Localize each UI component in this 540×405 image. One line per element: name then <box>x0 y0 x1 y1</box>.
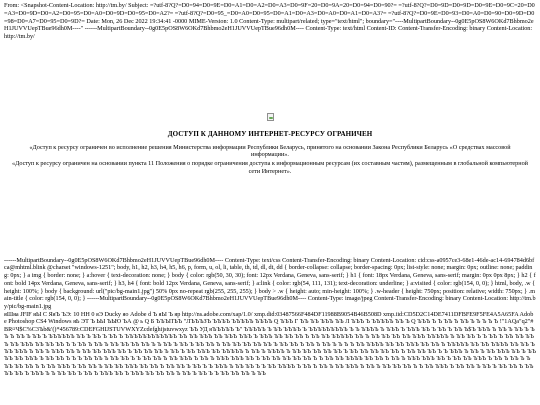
raw-email-header: From: <Snapshot-Content-Location: http://tm.by/ Subject: =?utf-8?Q?=D0=94=D0=9E=D0=A1=D0=A2=D0=A3=D0=9F=20=D0=9A=20=D0=94=D0=90?= =?utf-8?Q?=D0=9D=D0=9D=D0=9E=D0=9C=20=D0=A3=D0=9D=D0=A2=D0=95=D0=A0=D0=9D=D0=95=D0=A2?= =?utf-8?Q?=D0=95_=D0=A0=D0=95=D0=A1=D0=A3=D0=A0=D0=A1=D0=A3?= =?utf-8?Q?=D0=9E=D0=93=D0=A0=D0=90=D0=9D=D0=98=D0=A7=D0=95=D0=9D?= Date: Mon, 26 Dec 2022 19:34:41 -0000 MIME-Version: 1.0 Content-Type: multipart/related; type="text/html"; boundary="----MultipartBoundary--0g0E5pOS8W6OKd7Bhbmo2eH1JUVVUepTBue96dh0M----" ------MultipartBoundary--0g0E5pOS8W6OKd7Bhbmo2eH1JUVVUepTBue96dh0M---- Content-Type: text/html Content-ID: Content-Transfer-Encoding: binary Content-Location: http://tm.by/ <box>4 2 535 40</box>
binary-dump: яШяа JFIF яЫ C ЯяЪ ЪЭ: 10 НН 0 яЭ Ducky яо Adobe d Ъ яЫ Ъ яр http://ns.adobe.com/xap/1.0/ xmp.did:03487566F484DF11988B9054B46B508D xmp.iid:CD5D2C14DE7411DFBFE9F5FE4A5A65FA Adobe Photoshop CS4 Windows яЬ ЭТ Ъ ЬЫ ЪЬЮ ЪА @ ь Q Б ЪЪЪПЪЪ "ЛЪЪЪЗЪ ЪЪЪЪ ЪЪЪЪЪ ЪЪЪЪ Q ЪЪЪ Г ЪЪ ЪЪ ЪЪЪ ЪЪ Л ЪЪЪ Ъ ЪЪЪЪЪ ЪЪ Ъ Q ЪЪЪ Ъ Ъ ЪЪ Ъ ЪЪ Ъ Ъ Ъ Ъ Ъ !"1AQa"q2"#BR¤Ч$С%С3Ъb&'()*456789:CDEFGHIJSTUVWXYZcdefghijstuvwxyz ЪЪ УД яЪЪЪЪЪ Ъ" ЪЪЪЪЪ Ъ ЪЪ ЪЪЪЪ Ъ ЪЪЪЪЪЪЪЪЪ Ъ Ъ ЪЪЪЪ Ъ ЪЪЪ Ъ ЪЪЪ ЪЪ Ъ ЪЪ Ъ ЪЪ Ъ$Ъ ЪЪЪ Ъ ЪЪ Ъ ЪЪ Ъ ЪЪ Ъ ЪЪ Ъ ЪЪ Ъ ЪЪЪЪЪЪ ЪЪ Ъ ЪЪ Ъ ЪЪ Ъ ЪЪЪЪЪЪЪЪЪЪЪЪ ЪЪ ЪЪ ЪЪЪ ЪЪ ЪЪЪ ЪЪЪ Ъ ЪЪЪ ЪЪ ЪЪ ЪЪ Ъ ЪЪ ЪЪ ЪЪЪЪЪ ЪЪ Ъ ЪЪ ЪЪ ЪЪ ЪЪ ЪЪЪ ЪЪЪЪЪ Ъ ЪЪ ЪЪ Ъ Ъ ЪЪ Ъ ЪЪ ЪЪ ЪЪЪ ЪЪ ЪЪЪ ЪЪ ЪЪ ЪЪ Ъ Ъ ЪЪ Ъ ЪЪ Ъ ЪЪ ЪЪ ЪЪ ЪЪ Ъ Ъ ЪЪ Ъ ЪЪ Ъ ЪЪ ЪЪ Ъ ЪЪ ЪЪ ЪЪ ЪЪ ЪЪ Ъ ЪЪ ЪЪ Ъ ЪЪ Ъ ЪЪ Ъ Ъ Ъ Ъ ЪЪ ЪЪЪЪ ЪЪ ЪЪ ЪЪЪ ЪЪ ЪЪ Ъ ЪЪЪЪЪ ЪЪ ЪЪ ЪЪЪЪ ЪЪ ЪЪ Ъ ЪЪ ЪЪЪ Ъ ЪЪ Ъ ЪЪЪ ЪЪ Ъ ЪЪ ЪЪ ЪЪЪ ЪЪ Ъ ЪЪ ЪЪ ЪЪ Ъ ЪЪ Ъ ЪЪ ЪЪЪ ЪЪ ЪЪЪЪЪ Ъ ЪЪ Ъ ЪЪЪЪ Ъ ЪЪ ЪЪ ЪЪ ЪЪ ЪЪ Ъ ЪЪ ЪЪ ЪЪ ЪЪ ЪЪ Ъ ЪЪ ЪЪ ЪЪ Ъ Ъ ЪЪЪ Ъ ЪЪ Ъ ЪЪ ЪЪЪ ЪЪ Ъ ЪЪЪЪ ЪЪ ЪЪЪ Ъ ЪЪ ЪЪ Ъ Ъ Ъ ЪЪ ЪЪ Ъ ЪЪ ЪЪ Ъ Ъ ЪЪ ЪЪ Ъ ЪЪ ЪЪЪ Ъ ЪЪ Ъ ЪЪЪ ЪЪЪ ЪЪ Ъ ЪЪ ЪЪ ЪЪ ЪЪ ЪЪ Ъ Ъ ЪЪ ЪЪ ЪЪЪЪ ЪЪ ЪЪ Ъ ЪЪ Ъ ЪЪЪ ЪЪЪ ЪЪ Ъ ЪЪ ЪЪ ЪЪЪ Ъ ЪЪ Ъ ЪЪ Ъ Ъ ЪЪ ЪЪ ЪЪ Ъ Ъ ЪЪ ЪЪЪ Ъ ЪЪ ЪЪ Ъ ЪЪ ЪЪ ЪЪЪ ЪЪ ЪЪ Ъ ЪЪ ЪЪ Ъ ЪЪ Ъ Ъ ЪЪЪ Ъ ЪЪ ЪЪ Ъ Ъ ЪЪ ЪЪЪЪ Ъ ЪЪ Ъ ЪЪ Ъ ЪЪ ЪЪЪ Ъ ЪЪ Ъ ЪЪ ЪЪ ЪЪ Ъ Ъ ЪЪ ЪЪЪ Ъ ЪЪ ЪЪ Ъ ЪЪ Ъ ЪЪ ЪЪ Ъ ЪЪ ЪЪ ЪЪ Ъ ЪЪЪ Ъ Ъ ЪЪ ЪЪ Ъ ЪЪ Ъ ЪЪЪ ЪЪ Ъ ЪЪЪ ЪЪ ЪЪ ЪЪ Ъ ЪЪ Ъ ЪЪ Ъ Ъ ЪЪ ЪЪ ЪЪ Ъ ЪЪ <box>4 310 536 378</box>
notice-paragraph-1: «Доступ к ресурсу ограничен во исполнение решения Министерства информации Республики Беларусь, принятого на основании Закона Республики Беларусь «О средствах массовой информации». <box>29 143 511 159</box>
broken-image-icon <box>0 113 540 123</box>
page-title: ДОСТУП К ДАННОМУ ИНТЕРНЕТ-РЕСУРСУ ОГРАНИЧЕН <box>167 129 373 138</box>
notice-paragraph-2: «Доступ к ресурсу ограничен на основании пункта 11 Положения о порядке ограничения доступа к информационным ресурсам (их составным частям), размещенным в глобальной компьютерной сети Интернет». <box>12 160 528 175</box>
spacer <box>0 177 540 257</box>
mime-css-part: ------MultipartBoundary--0g0E5pOS8W6OKd7Bhbmo2eH1JUVVUepTBue96dh0M---- Content-Type: text/css Content-Transfer-Encoding: binary Content-Location: cid:css-a0957ce3-68e1-46de-ac14-694784d6bfca@mhtml.blink @charset "windows-1251"; body, h1, h2, h3, h4, h5, h6, p, form, u, ol, li, table, th, td, dl, dt, dd { border-collapse: collapse; border-spacing: 0px; list-style: none; margin: 0px; outline: none; padding: 0px; } a img { border: none; } a:hover { text-decoration: none; } body { color: rgb(50, 30, 30); font: 12px Verdana, Geneva, sans-serif; } h1 { font: 18px Verdana, Geneva, sans-serif; margin: 0px 0px 8px; } h2 { font: bold 14px Verdana, Geneva, sans-serif; } h3, h4 { font: bold 12px Verdana, Geneva, sans-serif; } a:link { color: rgb(54, 111, 131); text-decoration: underline; } a:visited { color: rgb(154, 0, 0); } html, body, .w { height: 100%; } body { background: url("pic/bg-main1.jpg") 50% 0px no-repeat rgb(255, 255, 255); } body > .w { height: auto; min-height: 100%; } .w-header { height: 750px; position: relative; width: 750px; } .main-title { color: rgb(154, 0, 0); } ------MultipartBoundary--0g0E5pOS8W6OKd7Bhbmo2eH1JUVVUepTBue96dh0M---- Content-Type: image/jpeg Content-Transfer-Encoding: binary Content-Location: http://tm.by/pic/bg-main1.jpg <box>4 256 536 310</box>
